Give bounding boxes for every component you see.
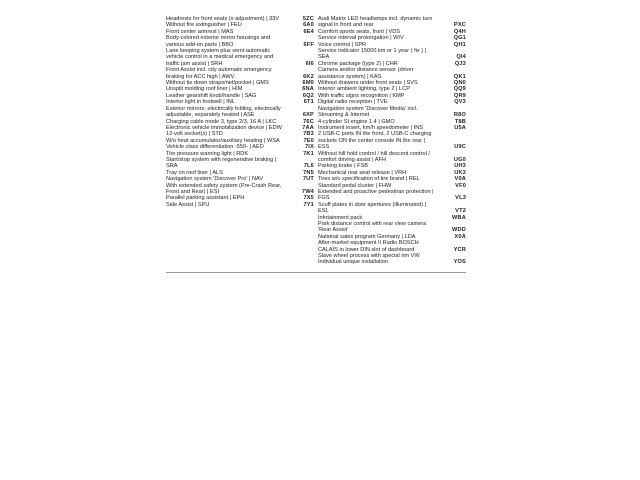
option-code: 7E0: [303, 137, 314, 144]
option-code: YCR: [453, 246, 466, 253]
option-row: [166, 35, 314, 48]
option-code: V0A: [454, 176, 466, 183]
option-description: Park distance control with rear view camera 'Rear Assist': [318, 221, 427, 234]
option-code: 7L6: [303, 163, 314, 170]
option-row: [318, 67, 466, 80]
option-code: QH1: [453, 41, 466, 48]
option-description: Lane keeping system plus semi-automatic vehicle control in a medical emergency and traffic jam assist | SRH: [166, 48, 274, 67]
option-code: QK1: [453, 73, 466, 80]
option-code: 6E4: [303, 28, 314, 35]
option-row: [318, 16, 466, 29]
option-description: Charging cable mode 3, type 2/3, 16 A | LKC: [166, 118, 277, 125]
option-code: 7Y1: [303, 201, 314, 208]
option-code: 6A0: [303, 22, 314, 29]
option-description: Without hill hold control / hill descent control / comfort driving assist | AFH: [318, 150, 430, 163]
option-code: 6Q2: [302, 92, 314, 99]
option-code: VL3: [455, 195, 466, 202]
option-code: 76C: [303, 118, 314, 125]
option-code: 7UT: [302, 176, 314, 183]
option-code: 5ZC: [302, 16, 314, 22]
option-code: UG0: [453, 156, 466, 163]
option-code: U5A: [454, 124, 466, 131]
option-code: 7B3: [303, 131, 314, 138]
option-row: [318, 221, 466, 234]
option-description: Camera and/or distance sensor (driver assistance system) | KAS: [318, 67, 414, 80]
option-description: Start/stop system with regenerative braking | SRA: [166, 156, 277, 170]
option-code: 6M0: [302, 80, 314, 87]
option-code: WBA: [452, 214, 466, 221]
option-code: 6I6: [305, 60, 314, 67]
option-description: After-market equipment II Radio BOSCH CALAIS in lower DIN slot of dashboard: [318, 240, 419, 253]
option-code: QQ9: [453, 86, 466, 93]
option-code: 7IX: [305, 144, 314, 151]
option-row: [318, 189, 466, 202]
right-options-column: [318, 16, 466, 266]
option-description: Exterior mirrors: electrically folding, electrically adjustable, separately heated | ASE: [166, 105, 281, 119]
option-description: Leather gearshift knob/handle | SAG: [166, 92, 257, 99]
option-row: [318, 131, 466, 150]
option-code: R8O: [453, 112, 466, 119]
option-code: QR9: [453, 92, 466, 99]
option-description: Unsplit molding roof liner | HIM: [166, 86, 243, 93]
option-description: With traffic signs recognition | KMP: [318, 92, 405, 99]
option-description: Voice control | SPR: [318, 41, 367, 48]
option-code: 7X5: [303, 195, 314, 202]
option-row: [318, 151, 466, 164]
option-description: W/o heat accumulator/auxiliary heating | WSA: [166, 137, 280, 144]
option-description: Infotainment pack: [318, 214, 363, 221]
option-description: Without tie down straps/net/pocket | GMS: [166, 80, 269, 87]
option-code: UK3: [454, 169, 466, 176]
option-description: Extended and proactive pedestrian protection | FGS: [318, 188, 434, 202]
option-description: Comfort sports seats, front | VDS: [318, 28, 400, 35]
divider-line: [166, 272, 466, 273]
option-description: Front center armrest | MAS: [166, 28, 234, 35]
option-description: Digital radio reception | TVE: [318, 99, 388, 106]
option-description: Without fire extinguisher | FEU: [166, 22, 242, 29]
option-description: Tray on roof liner | ALS: [166, 169, 223, 176]
option-code: QJ3: [454, 60, 466, 67]
option-description: 4-cylinder SI engine 1.4 | GMO: [318, 118, 395, 125]
option-description: 2 USB-C ports IN the front, 2 USB-C charging sockets ON the center console IN the rear | ESS: [318, 131, 432, 151]
option-description: Interior ambient lighting, type 2 | LCP: [318, 86, 410, 93]
option-row: [166, 48, 314, 67]
option-description: Body-colored exterior mirror housings and various add-on parts | BBO: [166, 35, 271, 48]
option-description: Parallel parking assistant | EPH: [166, 195, 245, 202]
option-description: Headrests for front seats (x-adjustment) | 33V: [166, 16, 280, 22]
option-code: U9C: [454, 144, 466, 151]
option-description: Parking brake | FSB: [318, 163, 368, 170]
option-description: Navigation system 'Discover Pro' | NAV: [166, 176, 264, 183]
option-code: 7N5: [303, 169, 314, 176]
option-code: VT2: [455, 208, 466, 215]
option-description: With extended safety system (Pre-Crash Rear, Front and Rear) | ESI: [166, 182, 282, 195]
option-code: 7AA: [302, 124, 314, 131]
option-code: QG1: [453, 35, 466, 42]
option-code: 6FF: [303, 41, 314, 48]
option-description: Navigation system 'Discover Media' incl. Streaming & Internet: [318, 105, 418, 119]
option-code: QN0: [453, 80, 466, 87]
option-row: [318, 240, 466, 253]
option-code: 7K1: [303, 150, 314, 157]
option-description: Instrument insert, km/h speedometer | INS: [318, 124, 423, 131]
option-code: VF0: [455, 182, 466, 189]
option-description: Service indicator 15000 km or 1 year ( fix ) | SEA: [318, 48, 427, 61]
option-description: Without drawers under front seats | SVS: [318, 80, 418, 87]
option-code: PXC: [453, 22, 466, 29]
option-description: Standard pedal cluster | FHW: [318, 182, 392, 189]
option-code: UH3: [454, 163, 466, 170]
option-description: Chrome package (type 2) | CHR: [318, 60, 398, 67]
option-row: [166, 157, 314, 170]
option-row: [166, 183, 314, 196]
option-description: Tires w/o specification of tire brand | REL: [318, 176, 420, 183]
option-row: [318, 253, 466, 266]
option-description: Audi Matrix LED headlamps incl. dynamic turn signal in front and rear: [318, 16, 433, 29]
option-code: X0A: [454, 233, 466, 240]
left-options-column: [166, 16, 314, 208]
option-description: Mechanical rear seat release | VRH: [318, 169, 407, 176]
option-code: YOS: [453, 259, 466, 266]
option-row: [166, 202, 314, 208]
option-code: QI4: [456, 54, 466, 61]
option-description: Service interval prolongation | WIV: [318, 35, 404, 42]
option-code: 6XP: [302, 112, 314, 119]
option-description: Side Assist | SPU: [166, 201, 210, 208]
option-description: Electronic vehicle immobilization device | EDW: [166, 124, 282, 131]
option-row: [318, 202, 466, 215]
option-description: Interior light in footwell | INL: [166, 99, 235, 106]
option-code: Q4H: [453, 28, 466, 35]
option-description: Front Assist incl. city automatic emergency braking for ACC high | AWV: [166, 67, 272, 80]
option-row: [166, 106, 314, 119]
option-row: [318, 48, 466, 61]
option-description: Vehicle class differentiation -550- | AED: [166, 144, 264, 151]
option-description: National sales program Germany | LDA: [318, 233, 416, 240]
option-description: Tire pressure warning light | RDK: [166, 150, 249, 157]
option-code: QV3: [454, 99, 466, 106]
option-code: WDD: [452, 227, 466, 234]
option-description: Scuff plates in door apertures (illuminated) | ESL: [318, 201, 426, 215]
option-code: 7W4: [301, 188, 314, 195]
option-code: T8B: [454, 118, 466, 125]
option-code: 6NA: [302, 86, 314, 93]
option-code: 6K2: [303, 73, 314, 80]
option-description: Slave wheel process with special rim VW Individual unique installation: [318, 253, 420, 266]
option-row: [166, 67, 314, 80]
option-row: [318, 106, 466, 119]
option-code: 6T1: [303, 99, 314, 106]
option-description: 12-volt socket(s) | STD: [166, 131, 223, 138]
